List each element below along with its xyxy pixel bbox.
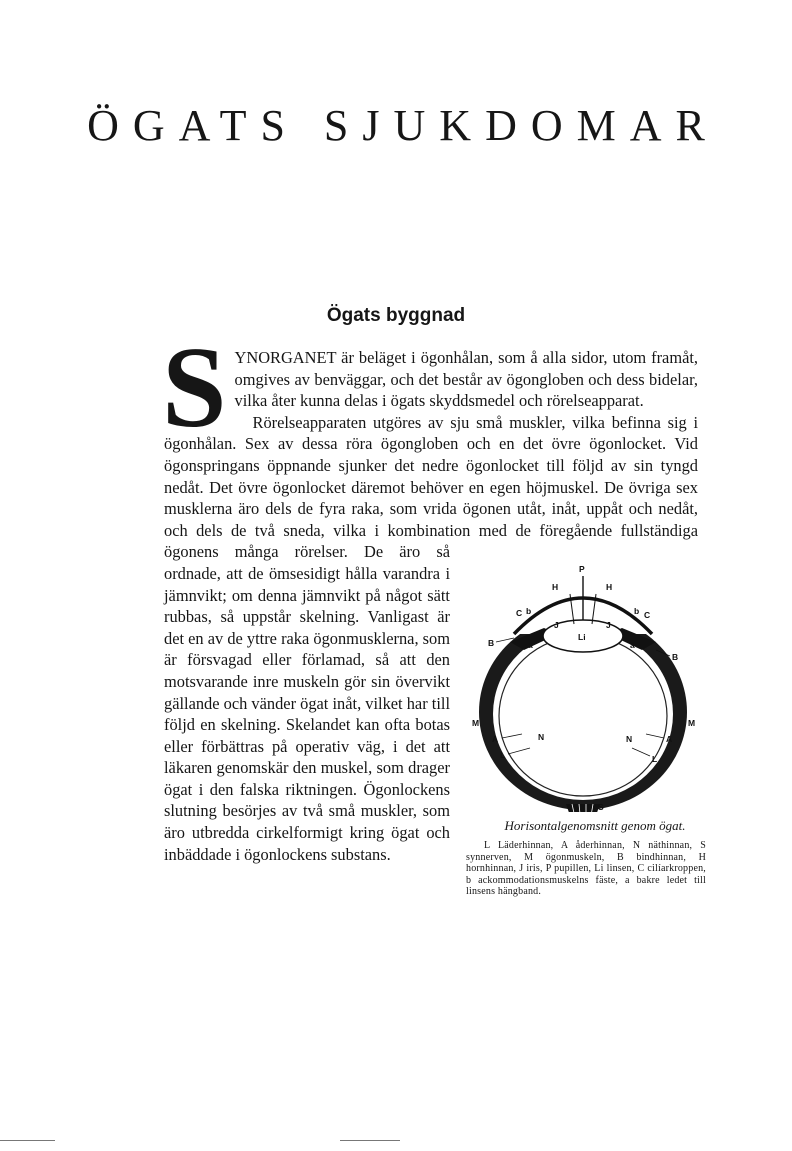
footer-rule-left: [0, 1140, 55, 1141]
body-text: [162, 324, 706, 898]
figure-caption-text: L Läderhinnan, A åderhinnan, N näthinnan, S synnerven, M ögonmuskeln, B bindhinnan, H hornhinnan, J iris, P pupillen, Li linsen, C cilíarkroppen, b ackommodationsmuskelns fäste, a bakre ledet till linsens hängband.: [466, 840, 706, 898]
label-h-left: H: [552, 582, 559, 593]
label-l-right: L: [652, 754, 658, 765]
optic-nerve-shape: [566, 804, 600, 812]
label-m-right: M: [688, 718, 696, 729]
paragraph-1-text: YNORGANET är beläget i ögonhålan, som å alla sidor, utom framåt, omgives av benväggar, och det består av ögongloben och dess bidelar, vilka åter kunna delas i ögats skyddsmedel och rörelseapparat.: [234, 348, 698, 411]
label-m-left: M: [472, 718, 480, 729]
label-j-left: J: [554, 620, 559, 631]
label-s: S: [598, 802, 604, 813]
label-li: Li: [578, 632, 586, 643]
drop-cap: S: [162, 324, 227, 452]
eye-cross-section-diagram: [466, 542, 706, 812]
paragraph-2-text-b: rörelser. De äro så ordnade, att de ömsesidigt hålla varandra i jämnvikt; om denna jämnvikt på något sätt rubbas, så uppstår skelning. Vanligast är det en av de yttre raka ögonmusklerna, som är försvagad eller förlamad, så att den motsvarande inre muskeln gör sin övervikt gällande och vänder ögat inåt, vilket har till följd en skelning. Skelandet kan ofta botas eller förbättras på operativ väg, i det att läkaren genomskär den muskel, som drager ögat i den falska riktningen. Ögonlockens slutning besörjes av två små muskler, som äro utbredda cirkelformigt kring ögat och inbäddade i ögonlockens substans.: [164, 542, 450, 864]
label-c-right: C: [644, 610, 651, 621]
label-a-small-right: a: [630, 640, 635, 651]
paragraph-2: [164, 412, 706, 898]
label-l-left: L: [500, 750, 506, 761]
label-b-left: B: [488, 638, 495, 649]
footer-rule-center: [340, 1140, 400, 1141]
label-n-left: N: [538, 732, 545, 743]
label-p: P: [579, 564, 585, 575]
paragraph-2-text-a: Rörelseapparaten utgöres av sju små muskler, vilka befinna sig i ögonhålan. Sex av dessa röra ögongloben och en det övre ögonlocket. Vid ögonspringans öppnande sjunker det nedre ögonlocket till följd av sin tyngd nedåt. Det övre ögonlocket däremot behöver en egen höjmuskel. De övriga sex musklerna äro dels de fyra raka, som vrida ögonen utåt, inåt, uppåt och nedåt, och dels de två sneda, vilka i kombination med de föregående fullständiga ögonens många: [164, 412, 698, 562]
chapter-title: ÖGATS SJUKDOMAR: [87, 101, 719, 150]
label-a-right: A: [666, 734, 673, 745]
label-j-right: J: [606, 620, 611, 631]
label-c-left: C: [516, 608, 523, 619]
section-heading: Ögats byggnad: [326, 305, 466, 326]
label-b-right: B: [672, 652, 679, 663]
label-a-small-left: a: [528, 640, 533, 651]
label-b-small-right: b: [634, 606, 640, 617]
vitreous-shape: [493, 628, 673, 800]
label-n-right: N: [626, 734, 633, 745]
label-a-left: A: [492, 734, 499, 745]
paragraph-1: [162, 324, 698, 452]
label-h-right: H: [606, 582, 613, 593]
figure-caption-title: Horisontalgenomsnitt genom ögat.: [504, 818, 686, 834]
label-b-small-left: b: [526, 606, 532, 617]
eye-figure: [466, 542, 706, 898]
